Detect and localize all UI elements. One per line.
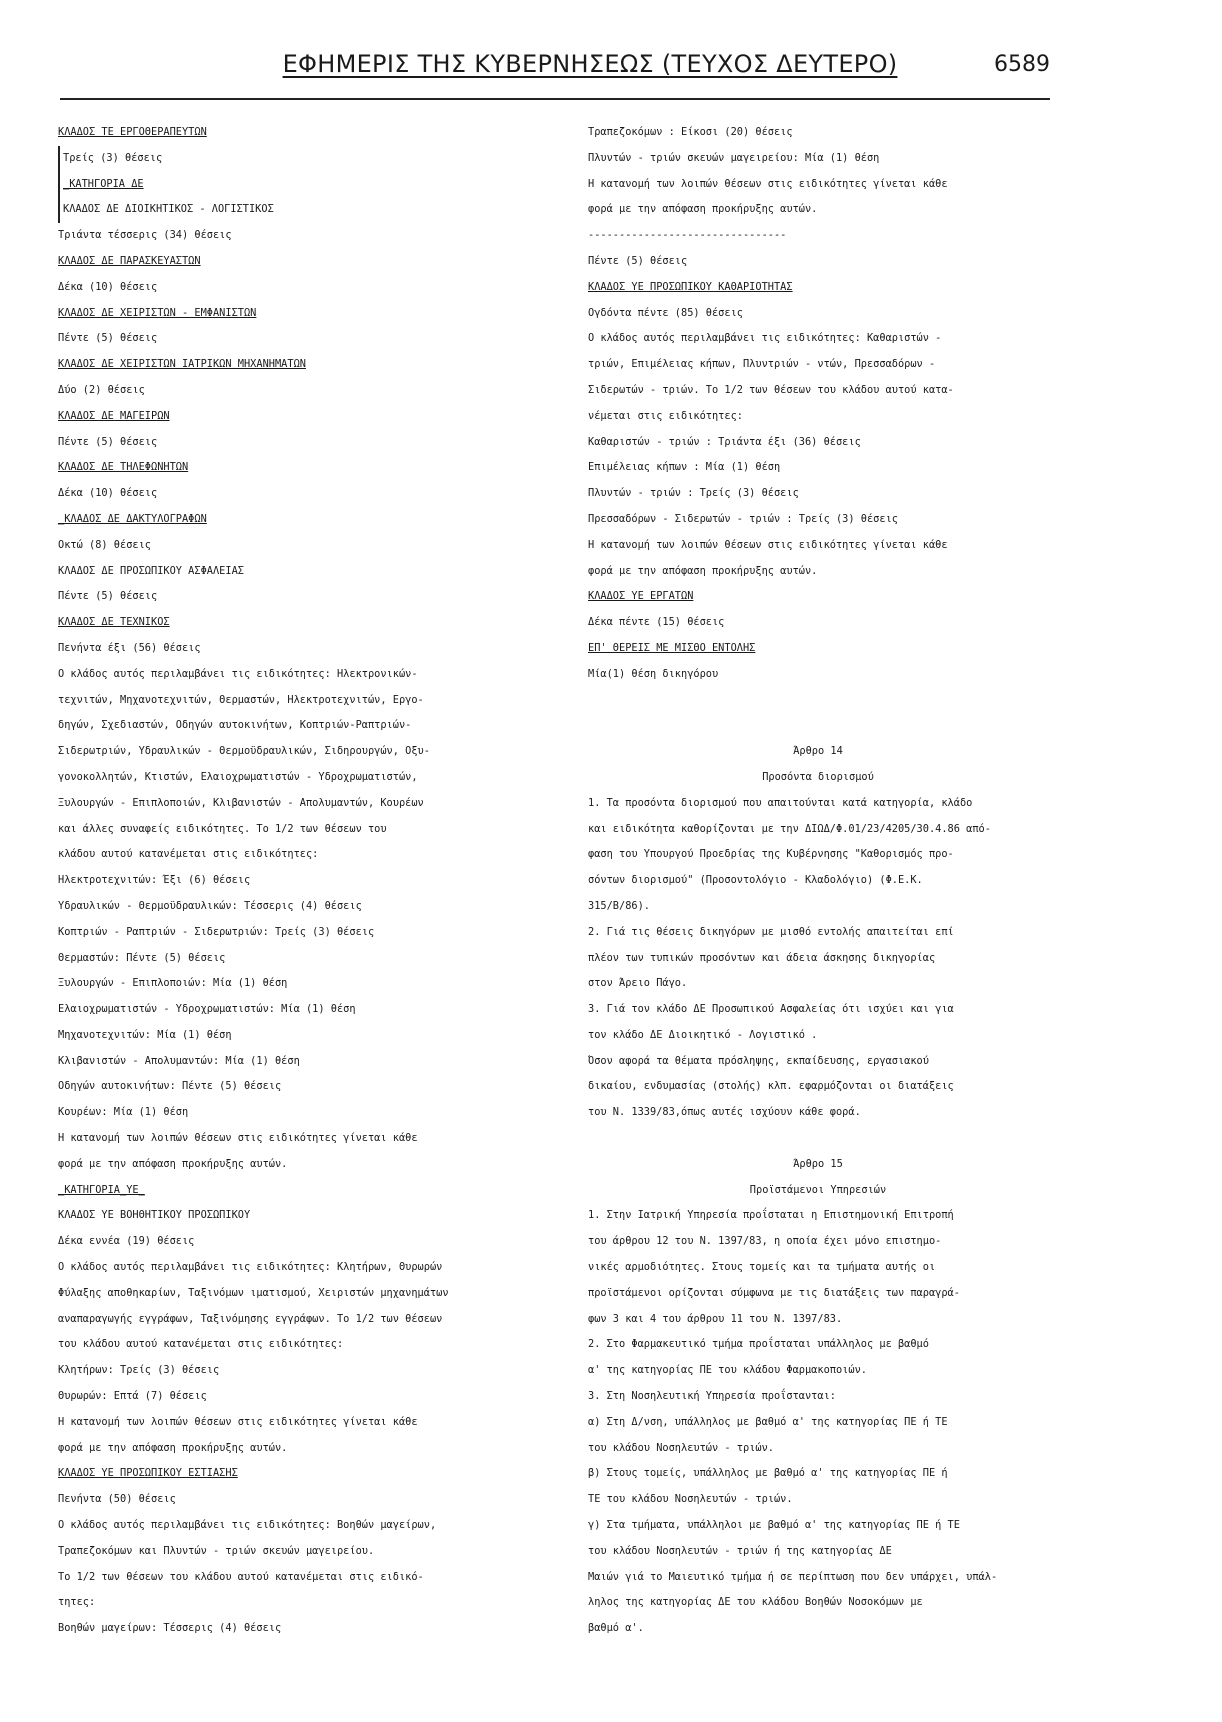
positions-line: Δύο (2) θέσεις xyxy=(58,383,145,396)
text-line: 1. Στην Ιατρική Υπηρεσία προΐσταται η Επιστημονική Επιτροπή xyxy=(588,1209,954,1222)
text-line: α) Στη Δ/νση, υπάλληλος με βαθμό α' της κατηγορίας ΠΕ ή ΤΕ xyxy=(588,1415,948,1428)
category-heading: _ΚΑΤΗΓΟΡΙΑ ΔΕ xyxy=(58,172,578,198)
branch-heading: _ΚΛΑΔΟΣ ΔΕ ΔΑΚΤΥΛΟΓΡΑΦΩΝ xyxy=(58,512,207,525)
text-line: α' της κατηγορίας ΠΕ του κλάδου Φαρμακοποιών. xyxy=(588,1364,867,1377)
text-line: κλάδου αυτού κατανέμεται στις ειδικότητες: xyxy=(58,848,319,861)
branch-heading: ΚΛΑΔΟΣ ΔΕ ΔΙΟΙΚΗΤΙΚΟΣ - ΛΟΓΙΣΤΙΚΟΣ xyxy=(58,197,578,223)
text-line: Σιδερωτών - τριών. Το 1/2 των θέσεων του κλάδου αυτού κατα- xyxy=(588,383,954,396)
branch-heading: ΚΛΑΔΟΣ ΔΕ ΠΑΡΑΣΚΕΥΑΣΤΩΝ xyxy=(58,254,201,267)
positions-line: Τρείς (3) θέσεις xyxy=(58,146,578,172)
text-line: Όσον αφορά τα θέματα πρόσληψης, εκπαίδευσης, εργασιακού xyxy=(588,1054,929,1067)
article-title: Προσόντα διορισμού xyxy=(762,770,874,783)
text-line: τητες: xyxy=(58,1596,96,1609)
text-line: του κλάδου Νοσηλευτών - τριών ή της κατηγορίας ΔΕ xyxy=(588,1544,892,1557)
text-line: του Ν. 1339/83,όπως αυτές ισχύουν κάθε φορά. xyxy=(588,1106,861,1119)
specialty-line: Πλυντών - τριών : Τρείς (3) θέσεις xyxy=(588,487,799,500)
specialty-line: Θερμαστών: Πέντε (5) θέσεις xyxy=(58,951,226,964)
text-line: τον κλάδο ΔΕ Διοικητικό - Λογιστικό . xyxy=(588,1028,818,1041)
text-line: φορά με την απόφαση προκήρυξης αυτών. xyxy=(588,564,818,577)
branch-heading: ΚΛΑΔΟΣ ΔΕ ΤΕΧΝΙΚΟΣ xyxy=(58,616,170,629)
specialty-line: Θυρωρών: Επτά (7) θέσεις xyxy=(58,1390,207,1403)
text-line: γ) Στα τμήματα, υπάλληλοι με βαθμό α' της κατηγορίας ΠΕ ή ΤΕ xyxy=(588,1519,960,1532)
branch-heading: ΚΛΑΔΟΣ ΥΕ ΒΟΗΘΗΤΙΚΟΥ ΠΡΟΣΩΠΙΚΟΥ xyxy=(58,1209,251,1222)
page-number: 6589 xyxy=(994,52,1050,77)
text-line: σόντων διορισμού" (Προσοντολόγιο - Κλαδολόγιο) (Φ.Ε.Κ. xyxy=(588,874,923,887)
specialty-line: Ξυλουργών - Επιπλοποιών: Μία (1) θέση xyxy=(58,977,288,990)
positions-line: Πέντε (5) θέσεις xyxy=(58,332,158,345)
branch-heading: ΚΛΑΔΟΣ ΔΕ ΧΕΙΡΙΣΤΩΝ ΙΑΤΡΙΚΩΝ ΜΗΧΑΝΗΜΑΤΩΝ xyxy=(58,358,306,371)
positions-line: Δέκα (10) θέσεις xyxy=(58,280,158,293)
text-line: του άρθρου 12 του Ν. 1397/83, η οποία έχει μόνο επιστημο- xyxy=(588,1235,942,1248)
specialty-line: Οδηγών αυτοκινήτων: Πέντε (5) θέσεις xyxy=(58,1080,282,1093)
specialty-line: Ηλεκτροτεχνιτών: Έξι (6) θέσεις xyxy=(58,874,251,887)
positions-line: Δέκα εννέα (19) θέσεις xyxy=(58,1235,195,1248)
specialty-line: Κλιβανιστών - Απολυμαντών: Μία (1) θέση xyxy=(58,1054,300,1067)
text-line: Ξυλουργών - Επιπλοποιών, Κλιβανιστών - Απολυμαντών, Κουρέων xyxy=(58,796,424,809)
branch-heading: ΚΛΑΔΟΣ ΥΕ ΠΡΟΣΩΠΙΚΟΥ ΕΣΤΙΑΣΗΣ xyxy=(58,1467,238,1480)
text-line: 3. Γιά τον κλάδο ΔΕ Προσωπικού Ασφαλείας ότι ισχύει και για xyxy=(588,1003,954,1016)
specialty-line: Πλυντών - τριών σκευών μαγειρείου: Μία (1) θέση xyxy=(588,151,880,164)
page-header xyxy=(60,50,1050,100)
positions-line: Πέντε (5) θέσεις xyxy=(588,254,688,267)
right-column xyxy=(588,120,1048,1642)
text-line: ληλος της κατηγορίας ΔΕ του κλάδου Βοηθών Νοσοκόμων με xyxy=(588,1596,923,1609)
branch-heading: ΚΛΑΔΟΣ ΔΕ ΠΡΟΣΩΠΙΚΟΥ ΑΣΦΑΛΕΙΑΣ xyxy=(58,564,244,577)
text-line: στον Άρειο Πάγο. xyxy=(588,977,688,990)
text-line: βαθμό α'. xyxy=(588,1622,644,1635)
text-line: 1. Τα προσόντα διορισμού που απαιτούνται κατά κατηγορία, κλάδο xyxy=(588,796,973,809)
text-line: φορά με την απόφαση προκήρυξης αυτών. xyxy=(58,1441,288,1454)
specialty-line: Καθαριστών - τριών : Τριάντα έξι (36) θέσεις xyxy=(588,435,861,448)
positions-line: Ογδόντα πέντε (85) θέσεις xyxy=(588,306,743,319)
text-line: Φύλαξης αποθηκαρίων, Ταξινόμων ιματισμού, Χειριστών μηχανημάτων xyxy=(58,1286,449,1299)
branch-heading: ΚΛΑΔΟΣ ΥΕ ΕΡΓΑΤΩΝ xyxy=(588,590,694,603)
text-line: Η κατανομή των λοιπών θέσεων στις ειδικότητες γίνεται κάθε xyxy=(588,177,948,190)
gazette-title: ΕΦΗΜΕΡΙΣ ΤΗΣ ΚΥΒΕΡΝΗΣΕΩΣ (ΤΕΥΧΟΣ ΔΕΥΤΕΡΟ) xyxy=(282,50,898,78)
article-heading: Άρθρο 15 xyxy=(793,1157,843,1170)
specialty-line: Ελαιοχρωματιστών - Υδροχρωματιστών: Μία (1) θέση xyxy=(58,1003,356,1016)
text-line: γονοκολλητών, Κτιστών, Ελαιοχρωματιστών - Υδροχρωματιστών, xyxy=(58,770,418,783)
text-line: πλέον των τυπικών προσόντων και άδεια άσκησης δικηγορίας xyxy=(588,951,936,964)
left-column xyxy=(58,120,578,1642)
branch-heading: ΕΠ' ΘΕΡΕΙΣ ΜΕ ΜΙΣΘΟ ΕΝΤΟΛΗΣ xyxy=(588,641,756,654)
text-line: Σιδερωτριών, Υδραυλικών - Θερμοϋδραυλικών, Σιδηρουργών, Οξυ- xyxy=(58,745,430,758)
text-line: νικές αρμοδιότητες. Στους τομείς και τα τμήματα αυτής οι xyxy=(588,1261,936,1274)
text-line: ΤΕ του κλάδου Νοσηλευτών - τριών. xyxy=(588,1493,793,1506)
text-line: Μαιών γιά το Μαιευτικό τμήμα ή σε περίπτωση που δεν υπάρχει, υπάλ- xyxy=(588,1570,998,1583)
text-line: του κλάδου Νοσηλευτών - τριών. xyxy=(588,1441,774,1454)
positions-line: Δέκα (10) θέσεις xyxy=(58,487,158,500)
text-line: του κλάδου αυτού κατανέμεται στις ειδικότητες: xyxy=(58,1338,344,1351)
text-line: Ο κλάδος αυτός περιλαμβάνει τις ειδικότητες: Ηλεκτρονικών- xyxy=(58,667,418,680)
branch-heading: ΚΛΑΔΟΣ ΤΕ ΕΡΓΟΘΕΡΑΠΕΥΤΩΝ xyxy=(58,126,207,138)
positions-line: Μία(1) θέση δικηγόρου xyxy=(588,667,719,680)
specialty-line: Μηχανοτεχνιτών: Μία (1) θέση xyxy=(58,1028,232,1041)
positions-line: Τριάντα τέσσερις (34) θέσεις xyxy=(58,229,232,242)
text-line: φων 3 και 4 του άρθρου 11 του Ν. 1397/83. xyxy=(588,1312,843,1325)
text-line: φορά με την απόφαση προκήρυξης αυτών. xyxy=(588,203,818,216)
branch-heading: ΚΛΑΔΟΣ ΔΕ ΤΗΛΕΦΩΝΗΤΩΝ xyxy=(58,461,189,474)
text-line: φορά με την απόφαση προκήρυξης αυτών. xyxy=(58,1157,288,1170)
text-line: Ο κλάδος αυτός περιλαμβάνει τις ειδικότητες: Κλητήρων, Θυρωρών xyxy=(58,1261,443,1274)
article-heading: Άρθρο 14 xyxy=(793,745,843,758)
text-line: δικαίου, ενδυμασίας (στολής) κλπ. εφαρμόζονται οι διατάξεις xyxy=(588,1080,954,1093)
specialty-line: Υδραυλικών - Θερμοϋδραυλικών: Τέσσερις (4) θέσεις xyxy=(58,899,362,912)
branch-heading: ΚΛΑΔΟΣ ΔΕ ΜΑΓΕΙΡΩΝ xyxy=(58,409,170,422)
specialty-line: Τραπεζοκόμων : Είκοσι (20) θέσεις xyxy=(588,126,793,138)
positions-line: Δέκα πέντε (15) θέσεις xyxy=(588,616,725,629)
text-line: φαση του Υπουργού Προεδρίας της Κυβέρνησης "Καθορισμός προ- xyxy=(588,848,954,861)
text-line: προϊστάμενοι ορίζονται σύμφωνα με τις διατάξεις των παραγρά- xyxy=(588,1286,960,1299)
specialty-line: Κλητήρων: Τρείς (3) θέσεις xyxy=(58,1364,220,1377)
text-line: Η κατανομή των λοιπών θέσεων στις ειδικότητες γίνεται κάθε xyxy=(588,538,948,551)
branch-heading: ΚΛΑΔΟΣ ΔΕ ΧΕΙΡΙΣΤΩΝ - ΕΜΦΑΝΙΣΤΩΝ xyxy=(58,306,257,319)
specialty-line: Πρεσσαδόρων - Σιδερωτών - τριών : Τρείς (3) θέσεις xyxy=(588,512,898,525)
spacer xyxy=(588,1126,1048,1152)
text-line: 3. Στη Νοσηλευτική Υπηρεσία προΐστανται: xyxy=(588,1390,836,1403)
text-line: δηγών, Σχεδιαστών, Οδηγών αυτοκινήτων, Κοπτριών-Ραπτριών- xyxy=(58,719,412,732)
text-line: Ο κλάδος αυτός περιλαμβάνει τις ειδικότητες: Καθαριστών - xyxy=(588,332,942,345)
text-line: 315/Β/86). xyxy=(588,899,650,912)
text-line: Η κατανομή των λοιπών θέσεων στις ειδικότητες γίνεται κάθε xyxy=(58,1415,418,1428)
text-line: β) Στους τομείς, υπάλληλος με βαθμό α' της κατηγορίας ΠΕ ή xyxy=(588,1467,948,1480)
text-line: αναπαραγωγής εγγράφων, Ταξινόμησης εγγράφων. Το 1/2 των θέσεων xyxy=(58,1312,443,1325)
positions-line: Πενήντα έξι (56) θέσεις xyxy=(58,641,201,654)
positions-line: Πενήντα (50) θέσεις xyxy=(58,1493,176,1506)
text-line: και άλλες συναφείς ειδικότητες. Το 1/2 των θέσεων του xyxy=(58,822,387,835)
specialty-line: Επιμέλειας κήπων : Μία (1) θέση xyxy=(588,461,781,474)
branch-heading: ΚΛΑΔΟΣ ΥΕ ΠΡΟΣΩΠΙΚΟΥ ΚΑΘΑΡΙΟΤΗΤΑΣ xyxy=(588,280,793,293)
article-title: Προϊστάμενοι Υπηρεσιών xyxy=(749,1183,887,1196)
text-line: Τραπεζοκόμων και Πλυντών - τριών σκευών μαγειρείου. xyxy=(58,1544,375,1557)
text-line: 2. Στο Φαρμακευτικό τμήμα προΐσταται υπάλληλος με βαθμό xyxy=(588,1338,929,1351)
positions-line: Πέντε (5) θέσεις xyxy=(58,435,158,448)
text-line: Ο κλάδος αυτός περιλαμβάνει τις ειδικότητες: Βοηθών μαγείρων, xyxy=(58,1519,437,1532)
text-line: και ειδικότητα καθορίζονται με την ΔΙΩΔ/Φ.01/23/4205/30.4.86 από- xyxy=(588,822,991,835)
text-line: Η κατανομή των λοιπών θέσεων στις ειδικότητες γίνεται κάθε xyxy=(58,1132,418,1145)
text-line: τριών, Επιμέλειας κήπων, Πλυντριών - ντών, Πρεσσαδόρων - xyxy=(588,358,936,371)
category-heading: _ΚΑΤΗΓΟΡΙΑ_ΥΕ_ xyxy=(58,1183,145,1196)
positions-line: Πέντε (5) θέσεις xyxy=(58,590,158,603)
text-line: νέμεται στις ειδικότητες: xyxy=(588,409,743,422)
text-line: τεχνιτών, Μηχανοτεχνιτών, Θερμαστών, Ηλεκτροτεχνιτών, Εργο- xyxy=(58,693,424,706)
positions-line: Οκτώ (8) θέσεις xyxy=(58,538,151,551)
text-line: 2. Γιά τις θέσεις δικηγόρων με μισθό εντολής απαιτείται επί xyxy=(588,925,954,938)
specialty-line: Βοηθών μαγείρων: Τέσσερις (4) θέσεις xyxy=(58,1622,282,1635)
specialty-line: Κοπτριών - Ραπτριών - Σιδερωτριών: Τρείς (3) θέσεις xyxy=(58,925,375,938)
specialty-line: Κουρέων: Μία (1) θέση xyxy=(58,1106,189,1119)
text-line: Το 1/2 των θέσεων του κλάδου αυτού κατανέμεται στις ειδικό- xyxy=(58,1570,424,1583)
separator-line: -------------------------------- xyxy=(588,229,787,242)
spacer xyxy=(588,688,1048,740)
